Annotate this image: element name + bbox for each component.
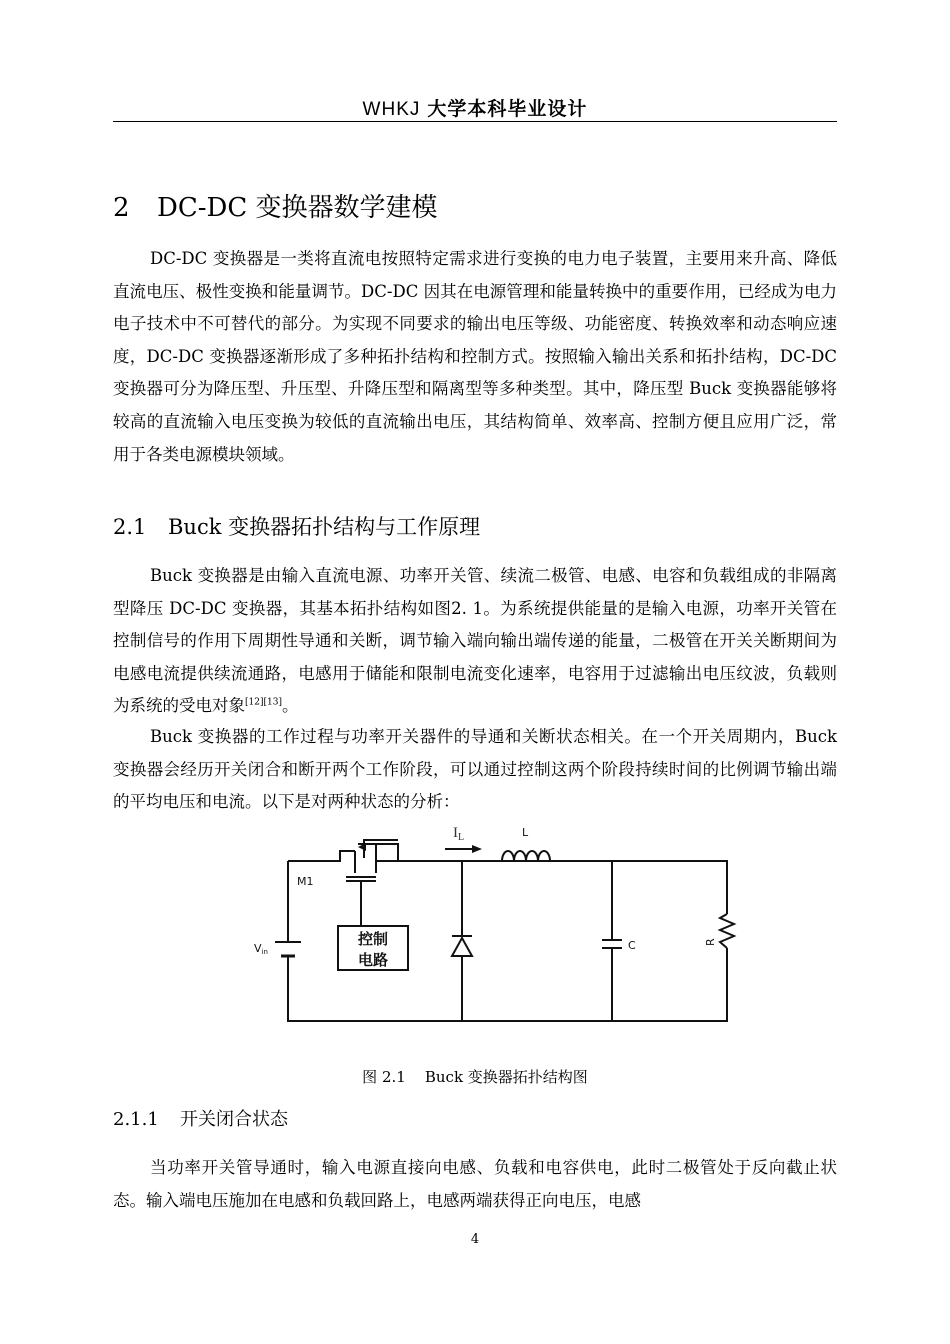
current-label: $I_L$ [453,825,465,843]
subsection-heading [113,1106,288,1134]
header-rule [113,121,837,122]
section-title: Buck 变换器拓扑结构与工作原理 [168,515,481,539]
paragraph-topology-end: 。 [281,696,299,716]
switch-label: M1 [297,875,314,888]
chapter-number: 2 [113,193,130,223]
citation[interactable]: [12][13] [245,697,282,708]
source-label: Vin [254,942,268,956]
chapter-title: DC-DC 变换器数学建模 [157,193,438,223]
page-header [113,94,837,121]
section-heading [113,512,480,542]
resistor-label: R [704,938,717,946]
control-label-line2: 电路 [357,951,389,969]
subsection-title: 开关闭合状态 [180,1109,288,1130]
current-arrow-head [472,845,482,853]
figure-caption: 图 2.1 Buck 变换器拓扑结构图 [362,1068,588,1086]
inductor-label: L [522,826,529,839]
capacitor-label: C [628,939,636,952]
header-school: WHKJ [362,99,421,120]
page-number: 4 [470,1232,480,1247]
paragraph-switch-closed: 当功率开关管导通时，输入电源直接向电感、负载和电容供电，此时二极管处于反向截止状态。输入端电压施加在电感和负载回路上，电感两端获得正向电压，电感 [113,1158,837,1210]
wire-to-switch [288,851,355,861]
buck-converter-figure [240,818,740,1030]
subsection-number: 2.1.1 [113,1109,159,1130]
inductor-coil [462,851,727,861]
control-label-line1: 控制 [357,930,389,948]
paragraph-operation: Buck 变换器的工作过程与功率开关器件的导通和关断状态相关。在一个开关周期内，Buck 变换器会经历开关闭合和断开两个工作阶段，可以通过控制这两个阶段持续时间的比例调节输出端的平均电压和电流。以下是对两种状态的分析： [113,727,837,812]
paragraph-intro: DC-DC 变换器是一类将直流电按照特定需求进行变换的电力电子装置，主要用来升高、降低直流电压、极性变换和能量调节。DC-DC 因其在电源管理和能量转换中的重要作用，已经成为电力电子技术中不可替代的部分。为实现不同要求的输出电压等级、功能密度、转换效率和动态响应速度，DC-DC 变换器逐渐形成了多种拓扑结构和控制方式。按照输入输出关系和拓扑结构，DC-DC 变换器可分为降压型、升压型、升降压型和隔离型等多种类型。其中，降压型 Buck 变换器能够将较高的直流输入电压变换为较低的直流输出电压，其结构简单、效率高、控制方便且应用广泛，常用于各类电源模块领域。 [113,249,837,464]
diode-triangle [452,938,472,956]
header-title: 大学本科毕业设计 [427,98,588,120]
paragraph-topology-text: Buck 变换器是由输入直流电源、功率开关管、续流二极管、电感、电容和负载组成的非隔离型降压 DC-DC 变换器，其基本拓扑结构如图2. 1。为系统提供能量的是输入电源，功率开关管在控制信号的作用下周期性导通和关断，调节输入端向输出端传递的能量，二极管在开关关断期间为电感电流提供续流通路，电感用于储能和限制电流变化速率，电容用于过滤输出电压纹波，负载则为系统的受电对象 [113,566,837,716]
paragraph-topology [113,560,837,723]
section-number: 2.1 [113,515,147,539]
resistor-zigzag [720,914,734,948]
chapter-heading [113,190,438,226]
